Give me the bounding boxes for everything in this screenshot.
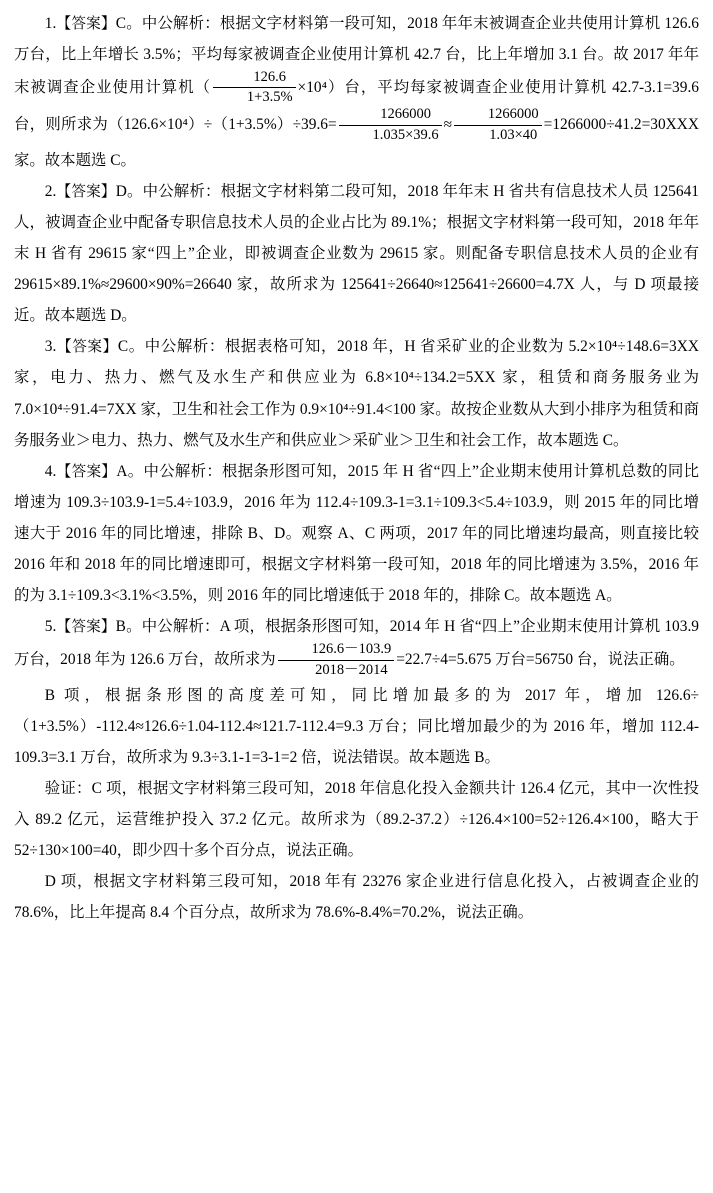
answer-value-5: B。 xyxy=(115,618,142,636)
answer-paragraph-3 xyxy=(14,331,699,455)
analysis-label-5: 中公解析： xyxy=(141,618,220,636)
analysis-label-1: 中公解析： xyxy=(141,15,220,32)
answer-paragraph-5 xyxy=(14,611,699,679)
question-number-2: 2. xyxy=(44,182,57,200)
answer-value-3: C。 xyxy=(117,338,145,356)
option-c-verification-paragraph: 验证：C 项，根据文字材料第三段可知，2018 年信息化投入金额共计 126.4 亿元，其中一次性投入 89.2 亿元，运营维护投入 37.2 亿元。故所求为（89.2-37.2）÷126.4×100=52÷126.4×100，略大于 52÷130×100=40，即少四十多个百分点，说法正确。 xyxy=(14,779,699,860)
answer-label-2: 【答案】 xyxy=(56,182,116,200)
fraction-numerator: 1266000 xyxy=(339,106,442,125)
question-number-3: 3. xyxy=(44,338,57,356)
answer-paragraph-1 xyxy=(14,8,699,176)
fraction-5a xyxy=(278,641,395,678)
fraction-numerator: 126.6 xyxy=(213,69,295,88)
answer-label-3: 【答案】 xyxy=(56,338,118,356)
fraction-1c xyxy=(454,106,542,143)
answer-text-5b: =22.7÷4=5.675 万台=56750 台，说法正确。 xyxy=(396,651,685,669)
fraction-denominator: 1+3.5% xyxy=(246,89,293,106)
answer-label-5: 【答案】 xyxy=(56,618,116,636)
answer-paragraph-4 xyxy=(14,456,699,612)
question-number-5: 5. xyxy=(44,618,57,636)
fraction-denominator: 1.035×39.6 xyxy=(372,126,439,143)
analysis-label-2: 中公解析： xyxy=(142,182,221,200)
answer-text-1d: =1266000÷41.2=30XXX 家。故本题选 C。 xyxy=(14,116,699,169)
fraction-denominator: 1.03×40 xyxy=(489,126,538,143)
answer-text-4: 根据条形图可知，2015 年 H 省“四上”企业期末使用计算机总数的同比增速为 109.3÷103.9-1=5.4÷103.9，2016 年为 112.4÷109.3-1=3.1÷109.3<5.4÷103.9，则 2015 年的同比增速大于 2016 年的同比增速，排除 B、D。观察 A、C 两项，2017 年的同比增速均最高，则直接比较 2016 年和 2018 年的同比增速即可，根据文字材料第一段可知，2018 年的同比增速为 3.5%，2016 年的为 3.1÷109.3<3.1%<3.5%，则 2016 年的同比增速低于 2018 年的，排除 C。故本题选 A。 xyxy=(14,462,699,605)
fraction-numerator: 1266000 xyxy=(454,106,542,125)
option-b-paragraph: B 项，根据条形图的高度差可知，同比增加最多的为 2017 年，增加 126.6÷（1+3.5%）-112.4≈126.6÷1.04-112.4≈121.7-112.4=9.3 万台；同比增加最少的为 2016 年，增加 112.4-109.3=3.1 万台，故所求为 9.3÷3.1-1=3-1=2 倍，说法错误。故本题选 B。 xyxy=(14,686,699,766)
answer-paragraph-2 xyxy=(14,176,699,332)
answer-value-1: C。 xyxy=(115,15,142,32)
fraction-denominator: 2018－2014 xyxy=(315,661,388,678)
answer-value-4: A。 xyxy=(116,462,144,480)
answer-label-4: 【答案】 xyxy=(56,462,117,480)
question-number-1: 1. xyxy=(44,15,57,32)
answer-text-1a: 根据文字材料第一段可知，2018 年年末被调查企业共使用计算机 126.6 万台，比上年增长 3.5%；平均每家被调查企业使用计算机 42.7 台，比上年增加 3.1 台。故 2017 年年末被调查企业使用计算机（ xyxy=(14,15,699,97)
answer-text-5a: A 项，根据条形图可知，2014 年 H 省“四上”企业期末使用计算机 103.9 万台，2018 年为 126.6 万台，故所求为 xyxy=(14,618,699,669)
analysis-label-4: 中公解析： xyxy=(143,462,223,480)
fraction-1b xyxy=(339,106,442,143)
answer-text-1c: ≈ xyxy=(443,116,453,134)
answer-label-1: 【答案】 xyxy=(56,15,116,32)
answer-text-2: 根据文字材料第二段可知，2018 年年末 H 省共有信息技术人员 125641 人，被调查企业中配备专职信息技术人员的企业占比为 89.1%；根据文字材料第一段可知，2018 年年末 H 省有 29615 家“四上”企业，即被调查企业数为 29615 家。则配备专职信息技术人员的企业有 29615×89.1%≈29600×90%=26640 家，故所求为 125641÷26640≈125641÷26600=4.7X 人，与 D 项最接近。故本题选 D。 xyxy=(14,182,699,325)
fraction-numerator: 126.6－103.9 xyxy=(278,641,395,660)
analysis-label-3: 中公解析： xyxy=(144,338,225,356)
answer-text-1b: ×10⁴）台，平均每家被调查企业使用计算机 42.7-3.1=39.6 台，则所求为（126.6×10⁴）÷（1+3.5%）÷39.6= xyxy=(14,79,699,134)
option-d-paragraph: D 项，根据文字材料第三段可知，2018 年有 23276 家企业进行信息化投入，占被调查企业的 78.6%，比上年提高 8.4 个百分点，故所求为 78.6%-8.4%=70.2%，说法正确。 xyxy=(14,873,699,922)
question-number-4: 4. xyxy=(44,462,57,480)
answer-value-2: D。 xyxy=(115,182,143,200)
fraction-1a xyxy=(213,69,295,106)
answer-text-3: 根据表格可知，2018 年，H 省采矿业的企业数为 5.2×10⁴÷148.6=3XX 家，电力、热力、燃气及水生产和供应业为 6.8×10⁴÷134.2=5XX 家，租赁和商务服务业为 7.0×10⁴÷91.4=7XX 家，卫生和社会工作为 0.9×10⁴÷91.4<100 家。故按企业数从大到小排序为租赁和商务服务业＞电力、热力、燃气及水生产和供应业＞采矿业＞卫生和社会工作，故本题选 C。 xyxy=(14,338,699,449)
